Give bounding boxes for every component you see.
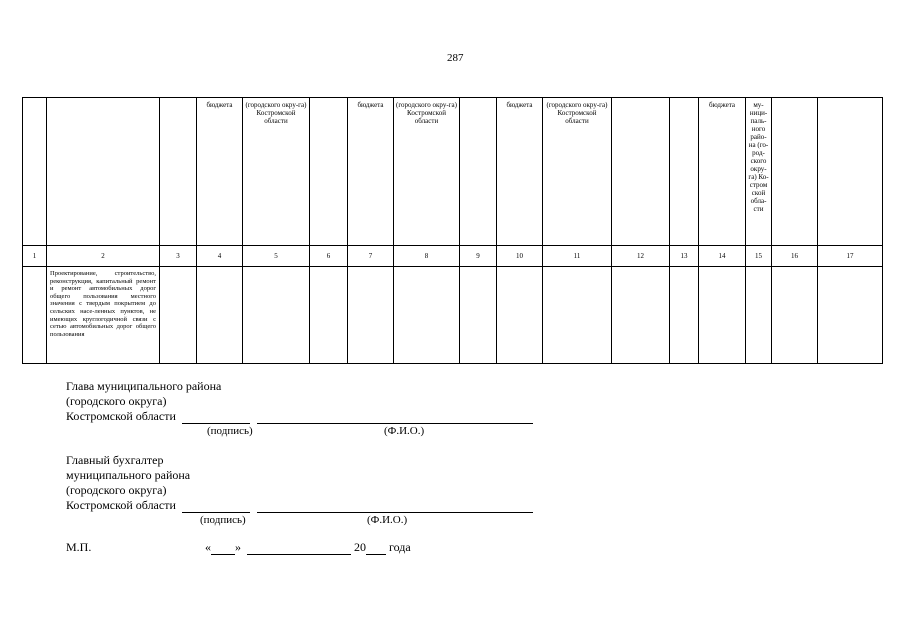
accountant-sign-caption: (подпись) xyxy=(200,514,246,526)
header-cell xyxy=(612,98,670,246)
header-cell: му-ници-паль-ного райо-на (го-род-ского окру-га) Ко-стром ской обла-сти xyxy=(746,98,772,246)
column-number: 5 xyxy=(243,246,310,267)
table-cell xyxy=(310,267,348,364)
column-number: 14 xyxy=(699,246,746,267)
column-number: 2 xyxy=(47,246,160,267)
header-cell: бюджета xyxy=(197,98,243,246)
column-number: 1 xyxy=(23,246,47,267)
table-cell xyxy=(497,267,543,364)
row-description: Проектирование, строительство, реконструкция, капитальный ремонт и ремонт автомобильных дорог общего пользования местного значения с твердым покрытием до сельских насе-ленных пунктов, не имеющих круглогодичной связи с сетью автомобильных дорог общего пользования xyxy=(47,267,160,364)
table-cell xyxy=(460,267,497,364)
table-cell xyxy=(772,267,818,364)
column-number: 9 xyxy=(460,246,497,267)
table-cell xyxy=(394,267,460,364)
accountant-title-line1: Главный бухгалтер xyxy=(66,453,164,467)
table-cell xyxy=(746,267,772,364)
header-cell xyxy=(460,98,497,246)
header-cell: (городского окру-га) Костромской области xyxy=(394,98,460,246)
head-signature-block xyxy=(66,379,533,424)
stamp-place: М.П. xyxy=(66,540,92,554)
header-cell xyxy=(160,98,197,246)
header-cell xyxy=(23,98,47,246)
date-year-suffix: года xyxy=(389,540,411,554)
column-number: 13 xyxy=(670,246,699,267)
date-year-prefix: 20 xyxy=(354,540,366,554)
header-cell xyxy=(670,98,699,246)
head-signature-line xyxy=(182,422,250,424)
column-number: 7 xyxy=(348,246,394,267)
accountant-title-line2: муниципального района xyxy=(66,468,191,482)
column-number: 4 xyxy=(197,246,243,267)
date-month-line xyxy=(247,553,351,555)
header-cell xyxy=(47,98,160,246)
accountant-signature-block xyxy=(66,453,533,513)
table-cell xyxy=(818,267,883,364)
header-cell: (городского окру-га) Костромской области xyxy=(543,98,612,246)
accountant-signature-line xyxy=(182,511,250,513)
date-day-line xyxy=(211,553,235,555)
accountant-title-line4 xyxy=(66,498,533,513)
table-cell xyxy=(348,267,394,364)
date-line xyxy=(205,540,411,555)
head-title-line2: (городского округа) xyxy=(66,394,167,408)
accountant-name-caption: (Ф.И.О.) xyxy=(367,514,408,526)
header-cell xyxy=(772,98,818,246)
head-region-label: Костромской области xyxy=(66,409,176,423)
table-cell xyxy=(197,267,243,364)
table-cell xyxy=(243,267,310,364)
table-cell xyxy=(699,267,746,364)
column-number: 6 xyxy=(310,246,348,267)
column-number: 15 xyxy=(746,246,772,267)
column-number-row xyxy=(23,246,883,267)
table-cell xyxy=(612,267,670,364)
column-number: 11 xyxy=(543,246,612,267)
header-cell: (городского окру-га) Костромской области xyxy=(243,98,310,246)
accountant-region-label: Костромской области xyxy=(66,498,176,512)
head-title-line3 xyxy=(66,409,533,424)
table-row xyxy=(23,267,883,364)
date-quote-open: « xyxy=(205,540,211,554)
header-cell: бюджета xyxy=(699,98,746,246)
accountant-title-line3: (городского округа) xyxy=(66,483,167,497)
column-number: 8 xyxy=(394,246,460,267)
header-cell: бюджета xyxy=(497,98,543,246)
date-year-line xyxy=(366,553,386,555)
table-cell xyxy=(670,267,699,364)
column-number: 12 xyxy=(612,246,670,267)
header-cell xyxy=(818,98,883,246)
head-sign-caption: (подпись) xyxy=(207,425,253,437)
column-number: 16 xyxy=(772,246,818,267)
column-number: 10 xyxy=(497,246,543,267)
date-quote-close: » xyxy=(235,540,241,554)
report-table xyxy=(22,97,883,364)
table-cell xyxy=(543,267,612,364)
head-name-caption: (Ф.И.О.) xyxy=(384,425,425,437)
accountant-name-line xyxy=(257,511,533,513)
table-cell xyxy=(160,267,197,364)
header-cell xyxy=(310,98,348,246)
head-title-line1: Глава муниципального района xyxy=(66,379,222,393)
column-number: 17 xyxy=(818,246,883,267)
head-name-line xyxy=(257,422,533,424)
header-row xyxy=(23,98,883,246)
column-number: 3 xyxy=(160,246,197,267)
page-number: 287 xyxy=(447,52,464,64)
header-cell: бюджета xyxy=(348,98,394,246)
table-cell xyxy=(23,267,47,364)
